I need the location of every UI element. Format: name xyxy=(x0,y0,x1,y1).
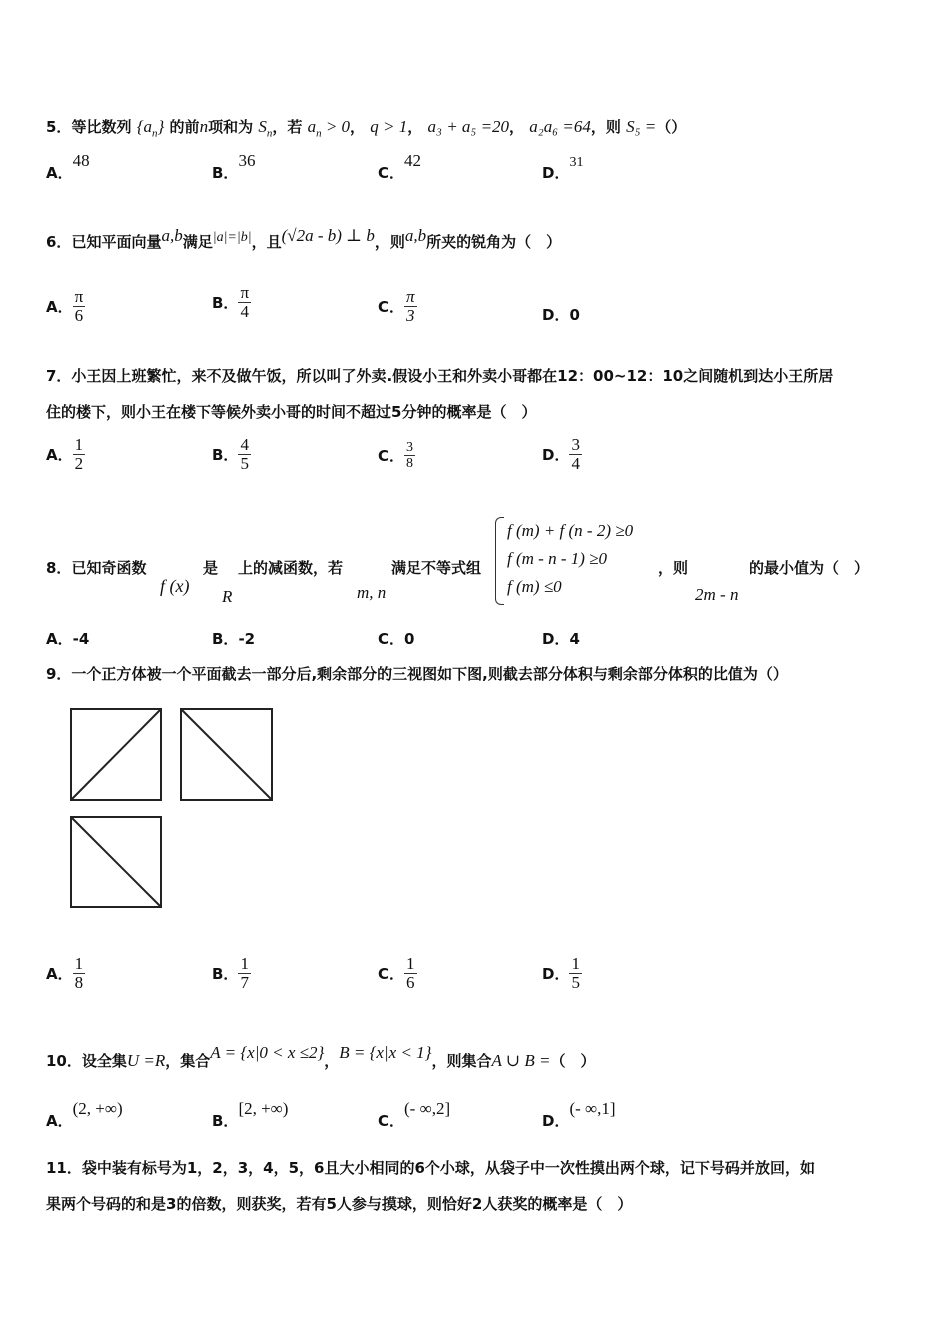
question-6: 6．已知平面向量a,b满足|a|=|b|，且(√2a - b) ⊥ b，则a,b所夹的锐角为（ ） xyxy=(46,226,562,251)
question-7: 7．小王因上班繁忙，来不及做午饭，所以叫了外卖.假设小王和外卖小哥都在12：00~12：10之间随机到达小王所居 xyxy=(46,367,834,385)
ineq-1: f (m) + f (n - 2) ≥0 xyxy=(507,521,634,540)
top-diagonal xyxy=(71,817,161,907)
option-a[interactable]: A． $\frac{1}{8}$ xyxy=(46,954,84,992)
question-5: 5．等比数列 $\{a_n\}$ 的前n项和为 $S_n$，若 $a_n > 0$， q > 1， a₃ + a₅ =20， a₂a₆ =64，则 S₅ =（） xyxy=(46,117,687,140)
math-fx: f (x) xyxy=(160,576,190,596)
question-7-cont: 住的楼下，则小王在楼下等候外卖小哥的时间不超过5分钟的概率是（ ） xyxy=(46,403,537,421)
option-c[interactable]: C．(- ∞,2] xyxy=(378,1099,451,1130)
math-expr: $\{a_n\}$ xyxy=(136,117,165,140)
option-a[interactable]: A．-4 xyxy=(46,630,90,648)
option-c[interactable]: C．0 xyxy=(378,630,415,648)
option-b[interactable]: B． $\frac{\pi}{4}$ xyxy=(212,283,250,321)
question-8: 8．已知奇函数 xyxy=(46,559,147,577)
option-d[interactable]: D．4 xyxy=(542,630,580,648)
option-b[interactable]: B．-2 xyxy=(212,630,256,648)
option-b[interactable]: B． $\frac{1}{7}$ xyxy=(212,954,249,992)
option-a[interactable]: A． $\frac{1}{2}$ xyxy=(46,435,84,473)
option-d[interactable]: D．0 xyxy=(542,306,580,324)
math-2m-n: 2m - n xyxy=(695,585,739,604)
option-d[interactable]: D．(- ∞,1] xyxy=(542,1099,616,1130)
math-mn: m, n xyxy=(357,583,387,602)
option-c[interactable]: C． $\frac{1}{6}$ xyxy=(378,954,415,992)
option-a[interactable]: A．(2, +∞) xyxy=(46,1099,123,1130)
option-c[interactable]: C． $\frac{3}{8}$ xyxy=(378,440,414,471)
option-a[interactable]: A．48 xyxy=(46,151,90,182)
front-diagonal xyxy=(71,709,161,800)
question-10: 10．设全集U =R，集合A = {x|0 < x ≤2}，B = {x|x < 1}，则集合A ∪ B =（ ） xyxy=(46,1043,596,1070)
option-c[interactable]: C． $\frac{\pi}{3}$ xyxy=(378,287,415,325)
option-b[interactable]: B．36 xyxy=(212,151,256,182)
option-d[interactable]: D． $\frac{3}{4}$ xyxy=(542,435,580,473)
question-11-cont: 果两个号码的和是3的倍数，则获奖，若有5人参与摸球，则恰好2人获奖的概率是（ ） xyxy=(46,1195,633,1213)
ineq-3: f (m) ≤0 xyxy=(507,577,562,596)
side-diagonal xyxy=(181,709,272,800)
option-a[interactable]: A． $\frac{\pi}{6}$ xyxy=(46,287,84,325)
three-view-figure xyxy=(68,706,278,911)
option-d[interactable]: D．31 xyxy=(542,155,584,182)
option-b[interactable]: B．[2, +∞) xyxy=(212,1099,289,1130)
question-9: 9．一个正方体被一个平面截去一部分后,剩余部分的三视图如下图,则截去部分体积与剩余部分体积的比值为（） xyxy=(46,665,788,683)
brace xyxy=(495,517,504,605)
option-b[interactable]: B． $\frac{4}{5}$ xyxy=(212,435,249,473)
option-d[interactable]: D． $\frac{1}{5}$ xyxy=(542,954,580,992)
math-R: R xyxy=(222,587,233,606)
option-c[interactable]: C．42 xyxy=(378,151,422,182)
ineq-2: f (m - n - 1) ≥0 xyxy=(507,549,607,568)
question-11: 11．袋中装有标号为1，2，3，4，5，6且大小相同的6个小球，从袋子中一次性摸出两个球，记下号码并放回，如 xyxy=(46,1159,815,1177)
